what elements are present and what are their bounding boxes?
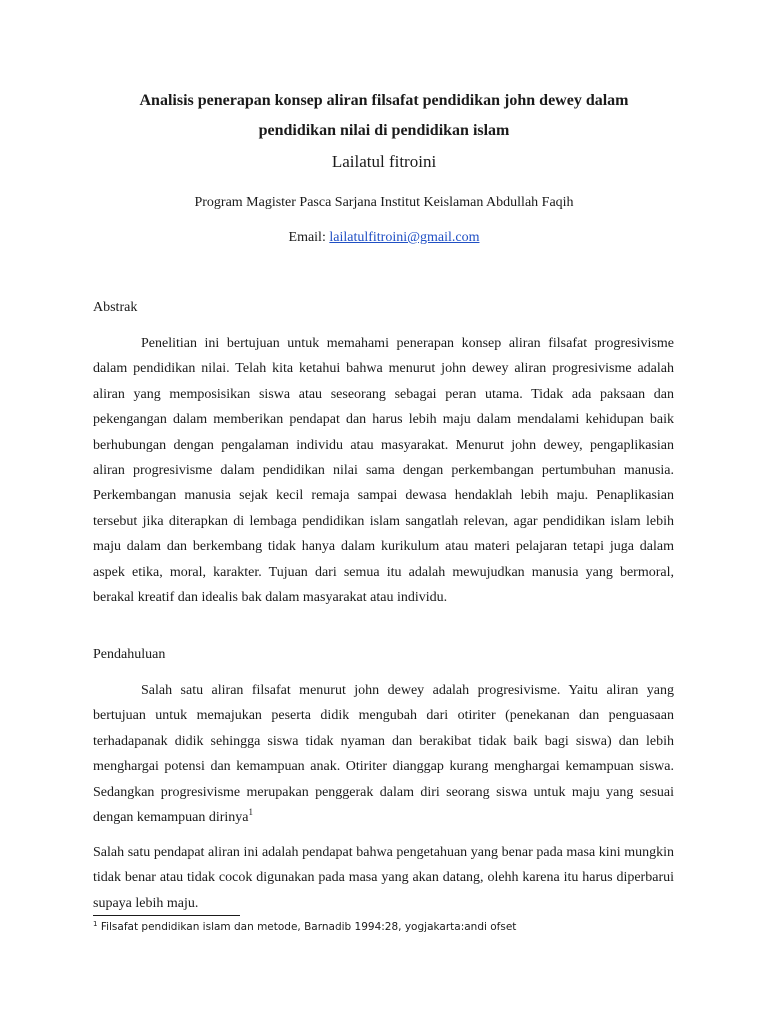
abstract-paragraph: Penelitian ini bertujuan untuk memahami penerapan konsep aliran filsafat progresivisme dalam pendidikan nilai. Telah kita ketahui bahwa menurut john dewey aliran progresivisme adalah aliran yang memposisikan siswa atau seseorang sebagai peran utama. Tidak ada paksaan dan pekengangan dalam memberikan pendapat dan harus lebih maju dalam mendalami kehidupan baik berhubungan dengan pengalaman individu atau masyarakat. Menurut john dewey, pengaplikasian aliran progresivisme dalam pendidikan nilai sama dengan perkembangan pertumbuhan manusia. Perkembangan manusia sejak kecil remaja sampai dewasa hendaklah lebih maju. Penaplikasian tersebut jika diterapkan di lembaga pendidikan islam sangatlah relevan, agar pendidikan islam lebih maju dalam dan berkembang tidak hanya dalam kurikulum atau materi pelajaran tetapi juga dalam aspek etika, moral, karakter. Tujuan dari semua itu adalah mewujudkan manusia yang bermoral, berakal kreatif dan idealis bak dalam masyarakat atau individu. [93, 336, 674, 606]
email-link[interactable]: lailatulfitroini@gmail.com [329, 230, 480, 245]
title-line-2: pendidikan nilai di pendidikan islam [258, 122, 510, 139]
email-line [80, 230, 688, 246]
footnote-number: 1 [93, 920, 98, 928]
footnote-text: Filsafat pendidikan islam dan metode, Barnadib 1994:28, yogjakarta:andi ofset [100, 921, 517, 933]
abstract-heading: Abstrak [93, 300, 138, 315]
footnote-divider [93, 915, 240, 916]
introduction-paragraph-1-text: Salah satu aliran filsafat menurut john dewey adalah progresivisme. Yaitu aliran yang bertujuan untuk memajukan peserta didik mengubah dari otiriter (penekanan dan penguasaan terhadapanak didik sehingga siswa tidak nyaman dan berakibat tidak baik bagi siswa) dan lebih menghargai potensi dan kemampuan anak. Otiriter dianggap kurang menghargai kemampuan siswa. Sedangkan progresivisme merupakan penggerak dalam diri seorang siswa untuk maju yang sesuai dengan kemampuan dirinya [93, 683, 674, 826]
introduction-paragraph-2: Salah satu pendapat aliran ini adalah pendapat bahwa pengetahuan yang benar pada masa kini mungkin tidak benar atau tidak cocok digunakan pada masa yang akan datang, olehh karena itu harus diperbarui supaya lebih maju. [93, 845, 674, 911]
footnote [93, 921, 516, 933]
paper-title [80, 86, 688, 146]
title-line-1: Analisis penerapan konsep aliran filsafat pendidikan john dewey dalam [139, 92, 629, 109]
affiliation: Program Magister Pasca Sarjana Institut Keislaman Abdullah Faqih [194, 195, 574, 210]
email-label: Email: [288, 230, 326, 245]
author-name: Lailatul fitroini [331, 152, 437, 171]
footnote-reference[interactable]: 1 [248, 807, 254, 818]
introduction-heading: Pendahuluan [93, 647, 166, 662]
introduction-paragraph-1 [93, 678, 674, 830]
